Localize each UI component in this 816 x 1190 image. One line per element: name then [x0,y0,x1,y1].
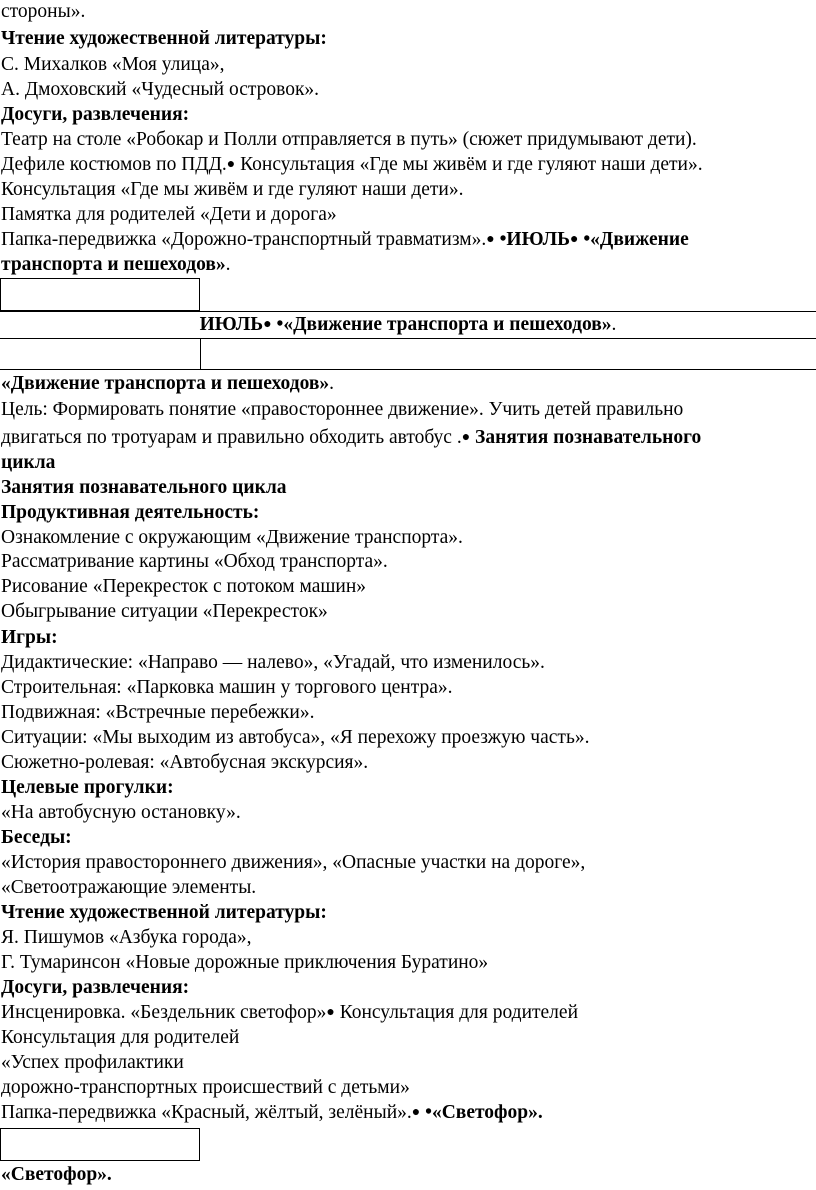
table-border [200,338,201,369]
text-line: Подвижная: «Встречные перебежки». [1,702,315,723]
text-line: Дидактические: «Направо — налево», «Угадай, что изменилось». [1,652,545,673]
text-fragment: двигаться по тротуарам и правильно обходить автобус . [1,427,462,448]
bullet-icon: ● [326,1005,335,1020]
text-line: дорожно-транспортных происшествий с детьми» [1,1077,410,1098]
text-line: Сюжетно-ролевая: «Автобусная экскурсия». [1,752,369,773]
table-border [0,338,816,339]
text-line [1,426,701,450]
text-line: С. Михалков «Моя улица», [1,54,225,75]
text-fragment: . [329,373,334,394]
text-fragment: •«Движение транспорта и пешеходов» [271,314,612,335]
section-heading: Чтение художественной литературы: [1,902,327,923]
text-line: Я. Пишумов «Азбука города», [1,927,252,948]
text-line: Театр на столе «Робокар и Полли отправляется в путь» (сюжет придумывают дети). [1,129,697,150]
text-fragment: Дефиле костюмов по ПДД. [1,154,227,175]
section-heading: «Движение транспорта и пешеходов» [1,373,330,394]
text-line: А. Дмоховский «Чудесный островок». [1,79,320,100]
text-line [1,372,334,396]
bullet-icon: ● [570,232,579,247]
section-heading: Продуктивная деятельность: [1,502,260,523]
section-heading: Игры: [1,627,58,648]
text-line: Г. Тумаринсон «Новые дорожные приключения Буратино» [1,952,489,973]
text-line [1,1101,543,1125]
text-line [1,1001,578,1025]
text-line: Рисование «Перекресток с потоком машин» [1,576,367,597]
text-line: цикла [1,452,56,473]
table-border [0,311,816,312]
section-heading: Целевые прогулки: [1,777,174,798]
bullet-icon: ● [461,430,471,445]
table-border [0,369,816,370]
bullet-icon: ● [226,157,236,172]
text-fragment: Занятия познавательного [470,427,702,448]
text-line [1,153,703,177]
text-line: Строительная: «Парковка машин у торгового центра». [1,677,453,698]
text-line [1,253,231,277]
section-heading: Занятия познавательного цикла [1,477,287,498]
section-heading: Досуги, развлечения: [1,977,190,998]
text-fragment: Папка-передвижка «Красный, жёлтый, зелёный». [1,1102,412,1123]
bullet-icon: ● [411,1105,421,1120]
text-line: Ознакомление с окружающим «Движение транспорта». [1,527,463,548]
text-line: Обыгрывание ситуации «Перекресток» [1,601,328,622]
text-line [1,228,689,252]
text-fragment: . [225,254,231,275]
text-fragment: •«Движение [578,229,689,250]
text-fragment: •ИЮЛЬ [494,229,570,250]
text-fragment: Консультация для родителей [334,1002,579,1023]
bullet-icon: ● [263,317,272,332]
table-cell [0,278,200,311]
text-line: Ситуации: «Мы выходим из автобуса», «Я перехожу проезжую часть». [1,727,590,748]
text-fragment: Инсценировка. «Бездельник светофор» [1,1002,327,1023]
table-cell [0,1128,200,1161]
section-heading: Досуги, развлечения: [1,104,190,125]
section-heading: «Светофор». [1,1164,112,1185]
bullet-icon: ● [486,232,495,247]
text-fragment: . [611,314,617,335]
section-heading: Беседы: [1,827,72,848]
text-line: стороны». [1,1,86,22]
text-line: «Успех профилактики [1,1052,184,1073]
table-title [0,313,816,337]
text-fragment: ИЮЛЬ [199,314,264,335]
text-line: «На автобусную остановку». [1,802,241,823]
text-fragment: Консультация «Где мы живём и где гуляют наши дети». [235,154,703,175]
text-line: Памятка для родителей «Дети и дорога» [1,204,337,225]
text-line: «История правостороннего движения», «Опасные участки на дороге», [1,852,586,873]
text-line: Консультация «Где мы живём и где гуляют наши дети». [1,179,464,200]
section-heading: Чтение художественной литературы: [1,28,327,49]
text-fragment: Папка-передвижка «Дорожно-транспортный травматизм». [1,229,487,250]
text-line: «Светоотражающие элементы. [1,877,257,898]
text-line: Рассматривание картины «Обход транспорта». [1,551,388,572]
text-line: Консультация для родителей [1,1027,240,1048]
text-fragment: •«Светофор». [420,1102,543,1123]
text-line: Цель: Формировать понятие «правостороннее движение». Учить детей правильно [1,399,684,420]
text-fragment: транспорта и пешеходов» [1,254,226,275]
